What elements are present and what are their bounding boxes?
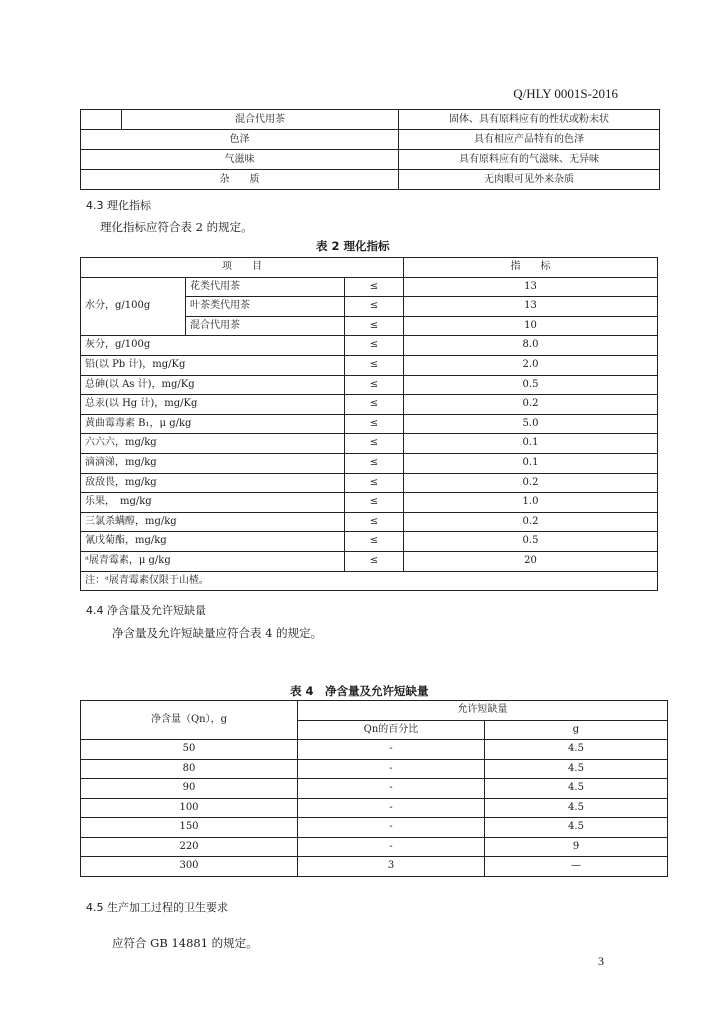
requirement-cell: 具有原料应有的气滋味、无异味: [399, 150, 660, 170]
operator-cell: ≤: [345, 414, 404, 434]
sensory-requirements-table: [80, 109, 660, 190]
table-row: [81, 473, 658, 493]
net-cell: 220: [81, 837, 298, 857]
item-cell: 混合代用茶: [122, 110, 399, 130]
requirement-cell: 具有相应产品特有的色泽: [399, 130, 660, 150]
value-cell: 0.5: [404, 375, 658, 395]
operator-cell: ≤: [345, 453, 404, 473]
table-row: [81, 130, 660, 150]
operator-cell: ≤: [345, 512, 404, 532]
operator-cell: ≤: [345, 297, 404, 317]
percent-cell: -: [298, 798, 485, 818]
table2-caption: 表 2 理化指标: [316, 239, 390, 253]
item-cell: 杂 质: [81, 170, 399, 190]
value-cell: 2.0: [404, 355, 658, 375]
operator-cell: ≤: [345, 316, 404, 336]
table-row: [81, 551, 658, 571]
operator-cell: ≤: [345, 355, 404, 375]
operator-cell: ≤: [345, 277, 404, 297]
table-row: [81, 110, 660, 130]
value-cell: 13: [404, 297, 658, 317]
item-cell: 气滋味: [81, 150, 399, 170]
table-row: [81, 837, 668, 857]
net-content-table: [80, 700, 668, 877]
item-cell: 六六六，mg/kg: [81, 434, 345, 454]
table-row: [81, 798, 668, 818]
section-4-5-text: 应符合 GB 14881 的规定。: [112, 936, 258, 950]
table-row: [81, 532, 658, 552]
physicochemical-table: [80, 257, 658, 591]
percent-cell: -: [298, 759, 485, 779]
table-note: 注：ᵃ展青霉素仅限于山楂。: [81, 571, 658, 591]
column-header-allowance: 允许短缺量: [298, 701, 668, 721]
grams-cell: 4.5: [485, 740, 668, 760]
section-heading-4-4: 4.4 净含量及允许短缺量: [86, 604, 206, 617]
operator-cell: ≤: [345, 473, 404, 493]
percent-cell: -: [298, 837, 485, 857]
value-cell: 0.1: [404, 434, 658, 454]
table-row: [81, 740, 668, 760]
table4-caption: 表 4 净含量及允许短缺量: [290, 684, 429, 698]
table-row: [81, 818, 668, 838]
percent-cell: -: [298, 740, 485, 760]
percent-cell: -: [298, 818, 485, 838]
table-row: [81, 336, 658, 356]
sub-item-cell: 叶茶类代用茶: [186, 297, 345, 317]
grams-cell: 9: [485, 837, 668, 857]
value-cell: 0.2: [404, 512, 658, 532]
value-cell: 10: [404, 316, 658, 336]
table-header-row: [81, 701, 668, 721]
table-row: [81, 150, 660, 170]
item-cell: 色泽: [81, 130, 399, 150]
net-cell: 80: [81, 759, 298, 779]
value-cell: 0.2: [404, 473, 658, 493]
section-heading-4-3: 4.3 理化指标: [86, 199, 151, 212]
page-number: 3: [598, 954, 604, 968]
item-cell: 敌敌畏，mg/kg: [81, 473, 345, 493]
column-header-percent: Qn的百分比: [298, 720, 485, 740]
table-row: [81, 277, 658, 297]
value-cell: 20: [404, 551, 658, 571]
document-code: Q/HLY 0001S-2016: [513, 86, 618, 101]
value-cell: 13: [404, 277, 658, 297]
operator-cell: ≤: [345, 493, 404, 513]
table-row: [81, 375, 658, 395]
operator-cell: ≤: [345, 336, 404, 356]
percent-cell: -: [298, 779, 485, 799]
item-cell: 黄曲霉毒素 B₁，μ g/kg: [81, 414, 345, 434]
grams-cell: 4.5: [485, 779, 668, 799]
net-cell: 90: [81, 779, 298, 799]
operator-cell: ≤: [345, 395, 404, 415]
column-header-item: 项 目: [81, 258, 404, 278]
table-header-row: [81, 258, 658, 278]
item-cell: 滴滴涕，mg/kg: [81, 453, 345, 473]
moisture-label: 水分，g/100g: [81, 277, 186, 336]
table-row: [81, 512, 658, 532]
table-row: [81, 355, 658, 375]
requirement-cell: 固体、具有原料应有的性状或粉末状: [399, 110, 660, 130]
sub-item-cell: 混合代用茶: [186, 316, 345, 336]
value-cell: 0.5: [404, 532, 658, 552]
value-cell: 0.1: [404, 453, 658, 473]
table-row: [81, 395, 658, 415]
column-header-grams: g: [485, 720, 668, 740]
value-cell: 1.0: [404, 493, 658, 513]
item-cell: 乐果， mg/kg: [81, 493, 345, 513]
section-4-4-text: 净含量及允许短缺量应符合表 4 的规定。: [112, 626, 323, 640]
table-row: [81, 453, 658, 473]
table-row: [81, 434, 658, 454]
item-cell: 氰戊菊酯，mg/kg: [81, 532, 345, 552]
table-row: [81, 857, 668, 877]
operator-cell: ≤: [345, 375, 404, 395]
table-row: [81, 759, 668, 779]
table-note-row: [81, 571, 658, 591]
item-cell: 铅(以 Pb 计)，mg/Kg: [81, 355, 345, 375]
table-row: [81, 414, 658, 434]
net-cell: 150: [81, 818, 298, 838]
section-4-3-text: 理化指标应符合表 2 的规定。: [100, 220, 253, 234]
blank-cell: [81, 110, 122, 130]
net-cell: 100: [81, 798, 298, 818]
grams-cell: 4.5: [485, 759, 668, 779]
value-cell: 8.0: [404, 336, 658, 356]
item-cell: 三氯杀螨醇，mg/kg: [81, 512, 345, 532]
item-cell: 总汞(以 Hg 计)，mg/Kg: [81, 395, 345, 415]
net-cell: 50: [81, 740, 298, 760]
column-header-net-content: 净含量（Qn），g: [81, 701, 298, 740]
net-cell: 300: [81, 857, 298, 877]
table-row: [81, 170, 660, 190]
percent-cell: 3: [298, 857, 485, 877]
table-row: [81, 493, 658, 513]
value-cell: 5.0: [404, 414, 658, 434]
item-cell: 灰分，g/100g: [81, 336, 345, 356]
table-row: [81, 779, 668, 799]
operator-cell: ≤: [345, 532, 404, 552]
operator-cell: ≤: [345, 551, 404, 571]
grams-cell: —: [485, 857, 668, 877]
item-cell: ᵃ展青霉素，μ g/kg: [81, 551, 345, 571]
item-cell: 总砷(以 As 计)，mg/Kg: [81, 375, 345, 395]
sub-item-cell: 花类代用茶: [186, 277, 345, 297]
value-cell: 0.2: [404, 395, 658, 415]
grams-cell: 4.5: [485, 798, 668, 818]
grams-cell: 4.5: [485, 818, 668, 838]
requirement-cell: 无肉眼可见外来杂质: [399, 170, 660, 190]
section-heading-4-5: 4.5 生产加工过程的卫生要求: [86, 901, 228, 914]
operator-cell: ≤: [345, 434, 404, 454]
column-header-index: 指 标: [404, 258, 658, 278]
